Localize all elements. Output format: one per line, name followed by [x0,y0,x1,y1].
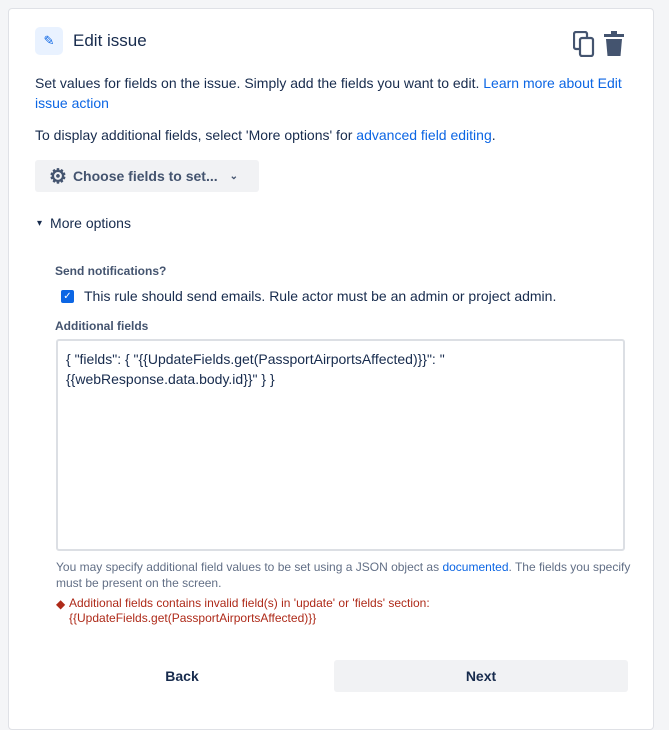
error-message [56,596,649,626]
advanced-field-editing-link[interactable]: advanced field editing [356,127,492,143]
more-options-label: More options [50,215,131,231]
description [35,73,625,113]
page-title: Edit issue [73,31,147,50]
notifications-label: Send notifications? [55,264,167,278]
description-text: Set values for fields on the issue. Simply add the fields you want to edit. [35,75,484,91]
send-emails-checkbox[interactable] [61,288,556,304]
chevron-down-icon: ⌄ [229,170,239,182]
edit-issue-card [8,8,654,730]
more-info-suffix: . [491,127,496,143]
trash-icon[interactable] [603,31,625,57]
help-text [56,559,636,591]
learn-more-link[interactable]: Learn more about Edit issue action [35,75,622,111]
documented-link[interactable]: documented [442,560,509,574]
error-icon: ◆ [56,597,66,611]
more-options-toggle[interactable] [37,215,131,231]
header [35,27,147,55]
choose-fields-label: Choose fields to set... [72,168,218,184]
more-info-text: To display additional fields, select 'More options' for [35,127,357,143]
help-text-body: You may specify additional field values to be set using a JSON object as [56,560,443,574]
choose-fields-button[interactable] [35,160,259,192]
back-button[interactable]: Back [165,668,199,684]
checkbox-checked-icon[interactable]: ✓ [61,290,74,303]
error-text: Additional fields contains invalid field(s) in 'update' or 'fields' section: {{UpdateFields.get(PassportAirportsAffected)}} [69,596,430,625]
chevron-down-icon: ▾ [37,217,43,229]
additional-fields-label: Additional fields [55,319,149,333]
checkbox-label: This rule should send emails. Rule actor must be an admin or project admin. [84,288,557,304]
gear-icon: ⚙ [49,165,67,188]
more-info [35,125,496,145]
additional-fields-textarea[interactable] [56,339,625,551]
copy-icon[interactable] [573,31,595,57]
pencil-icon: ✎ [35,27,63,55]
next-button[interactable]: Next [334,660,628,692]
help-text-suffix: . The fields you specify must be present on the screen. [56,560,631,590]
